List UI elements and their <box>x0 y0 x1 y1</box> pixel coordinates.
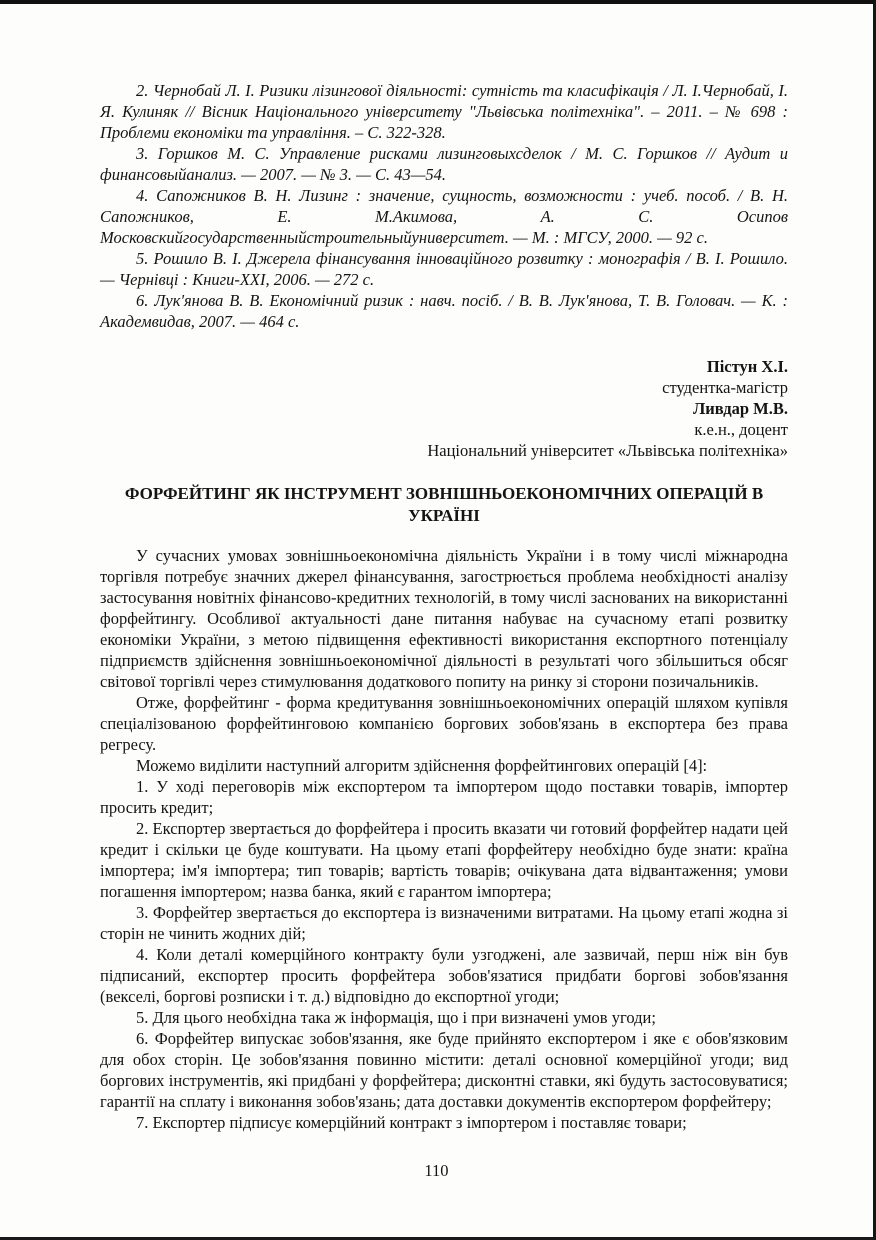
page-number: 110 <box>424 1161 449 1180</box>
reference-item: 5. Рошило В. І. Джерела фінансування інноваційного розвитку : монографія / В. І. Рошило. — Чернівці : Книги-XXI, 2006. — 272 с. <box>100 249 788 289</box>
author-role: к.е.н., доцент <box>694 420 788 439</box>
authors-block <box>100 356 788 461</box>
body-paragraph: Отже, форфейтинг - форма кредитування зовнішньоекономічних операцій шляхом купівля спеціалізованою форфейтинговою компанією боргових зобов'язань в експортера без права регресу. <box>100 693 788 754</box>
page-content <box>100 80 788 1133</box>
body-paragraph: 4. Коли деталі комерційного контракту були узгоджені, але зазвичай, перш ніж він був підписаний, експортер просить форфейтера зобов'язатися придбати боргові зобов'язання (векселі, боргові розписки і т. д.) відповідно до експортної угоди; <box>100 945 788 1006</box>
author-affiliation: Національний університет «Львівська політехніка» <box>427 441 788 460</box>
reference-item: 6. Лук'янова В. В. Економічний ризик : навч. посіб. / В. В. Лук'янова, Т. В. Головач. — К. : Академвидав, 2007. — 464 с. <box>100 291 788 331</box>
body-paragraph: Можемо виділити наступний алгоритм здійснення форфейтингових операцій [4]: <box>136 756 708 775</box>
article-body <box>100 545 788 1133</box>
body-paragraph: У сучасних умовах зовнішньоекономічна діяльність України і в тому числі міжнародна торгівля потребує значних джерел фінансування, загострюється проблема необхідності аналізу застосування новітніх фінансово-кредитних технологій, в тому числі заснованих на використанні форфейтингу. Особливої актуальності дане питання набуває на сучасному етапі розвитку економіки України, з метою підвищення ефективності використання експортного потенціалу підприємств здійснення зовнішньоекономічної діяльності в результаті чого збільшиться обсяг світової торгівлі через стимулювання додаткового попиту на ринку зі сторони позичальників. <box>100 546 788 691</box>
body-paragraph: 2. Експортер звертається до форфейтера і просить вказати чи готовий форфейтер надати цей кредит і скільки це буде коштувати. На цьому етапі форфейтеру необхідно буде знати: країна імпортера; ім'я імпортера; тип товарів; вартість товарів; очікувана дата відвантаження; умови погашення імпортером; назва банка, який є гарантом імпортера; <box>100 819 788 901</box>
author-name: Ливдар М.В. <box>692 399 788 418</box>
reference-item: 3. Горшков М. С. Управление рисками лизинговыхсделок / М. С. Горшков // Аудит и финансовыйанализ. — 2007. — № 3. — С. 43—54. <box>100 144 788 184</box>
author-role: студентка-магістр <box>662 378 788 397</box>
body-paragraph: 6. Форфейтер випускає зобов'язання, яке буде прийнято експортером і яке є обов'язковим для обох сторін. Це зобов'язання повинно містити: деталі основної комерційної угоди; вид боргових інструментів, які придбані у форфейтера; дисконтні ставки, які будуть застосовуватися; гарантії на сплату і виконання зобов'язань; дата доставки документів експортером форфейтеру; <box>100 1029 788 1111</box>
reference-item: 4. Сапожников В. Н. Лизинг : значение, сущность, возможности : учеб. пособ. / В. Н. Сапожников, Е. М.Акимова, А. С. Осипов Московскийгосударственныйстроительныйуниверситет. — М. : МГСУ, 2000. — 92 с. <box>100 186 788 247</box>
reference-item: 2. Чернобай Л. І. Ризики лізингової діяльності: сутність та класифікація / Л. І.Чернобай, І. Я. Кулиняк // Вісник Національного університету "Львівська політехніка". – 2011. – № 698 : Проблеми економіки та управління. – С. 322-328. <box>100 81 788 142</box>
body-paragraph: 7. Експортер підписує комерційний контракт з імпортером і поставляє товари; <box>136 1113 687 1132</box>
references-section <box>100 80 788 332</box>
body-paragraph: 1. У ході переговорів між експортером та імпортером щодо поставки товарів, імпортер просить кредит; <box>100 777 788 817</box>
body-paragraph: 5. Для цього необхідна така ж інформація, що і при визначені умов угоди; <box>136 1008 656 1027</box>
article-title: ФОРФЕЙТИНГ ЯК ІНСТРУМЕНТ ЗОВНІШНЬОЕКОНОМІЧНИХ ОПЕРАЦІЙ В УКРАЇНІ <box>124 484 764 525</box>
author-name: Пістун Х.І. <box>706 357 788 376</box>
body-paragraph: 3. Форфейтер звертається до експортера із визначеними витратами. На цьому етапі жодна зі сторін не чинить жодних дій; <box>100 903 788 943</box>
